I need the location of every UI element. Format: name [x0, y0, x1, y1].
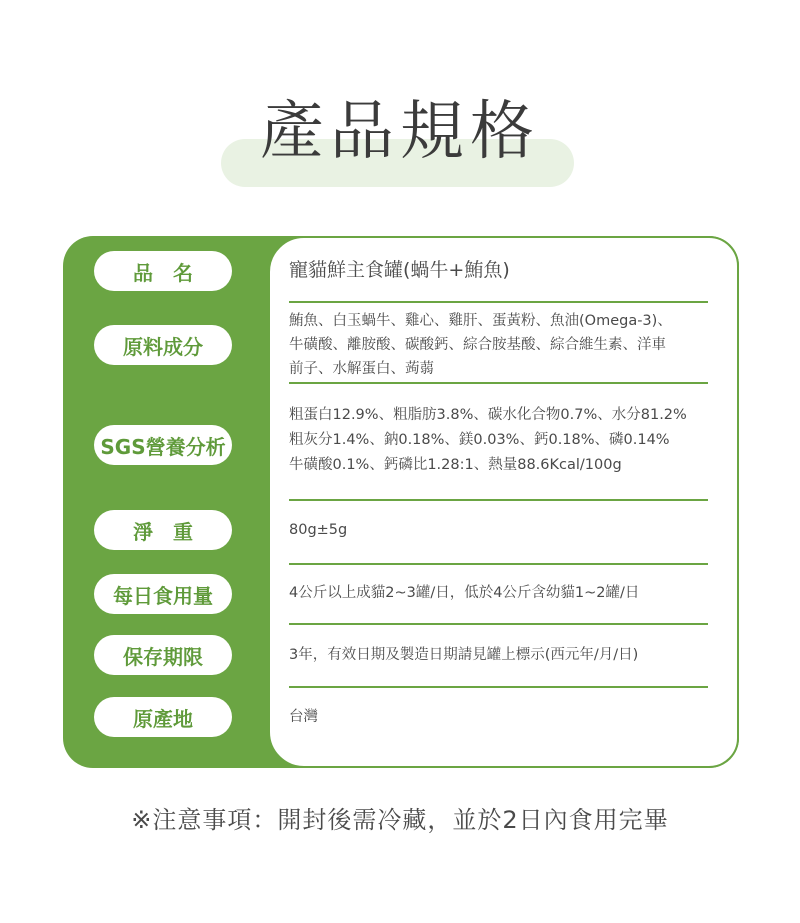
value-shelf: 3年，有效日期及製造日期請見罐上標示(西元年/月/日)	[289, 647, 639, 663]
divider	[289, 623, 708, 625]
value-ingredients-line-1: 鮪魚、白玉蝸牛、雞心、雞肝、蛋黃粉、魚油(Omega-3)、	[289, 313, 672, 329]
label-daily: 每日食用量	[94, 574, 232, 614]
value-weight: 80g±5g	[289, 522, 348, 538]
label-shelf: 保存期限	[94, 635, 232, 675]
label-sgs: SGS營養分析	[94, 425, 232, 465]
divider	[289, 382, 708, 384]
value-daily: 4公斤以上成貓2~3罐/日，低於4公斤含幼貓1~2罐/日	[289, 585, 640, 601]
label-origin: 原產地	[94, 697, 232, 737]
label-weight: 淨 重	[94, 510, 232, 550]
divider	[289, 686, 708, 688]
value-sgs-line-1: 粗蛋白12.9%、粗脂肪3.8%、碳水化合物0.7%、水分81.2%	[289, 407, 687, 423]
divider	[289, 301, 708, 303]
page-title: 產品規格	[260, 95, 540, 169]
value-name: 寵貓鮮主食罐(蝸牛+鮪魚)	[289, 259, 510, 281]
divider	[289, 499, 708, 501]
label-ingredients: 原料成分	[94, 325, 232, 365]
value-sgs-line-3: 牛磺酸0.1%、鈣磷比1.28:1、熱量88.6Kcal/100g	[289, 457, 622, 473]
value-origin: 台灣	[289, 709, 318, 725]
title-section	[0, 0, 800, 200]
label-name: 品 名	[94, 251, 232, 291]
value-ingredients-line-2: 牛磺酸、離胺酸、碳酸鈣、綜合胺基酸、綜合維生素、洋車	[289, 337, 666, 353]
value-sgs-line-2: 粗灰分1.4%、鈉0.18%、鎂0.03%、鈣0.18%、磷0.14%	[289, 432, 670, 448]
divider	[289, 563, 708, 565]
caution-note: ※注意事項：開封後需冷藏，並於2日內食用完畢	[131, 806, 669, 834]
value-ingredients-line-3: 前子、水解蛋白、蒟蒻	[289, 361, 434, 377]
